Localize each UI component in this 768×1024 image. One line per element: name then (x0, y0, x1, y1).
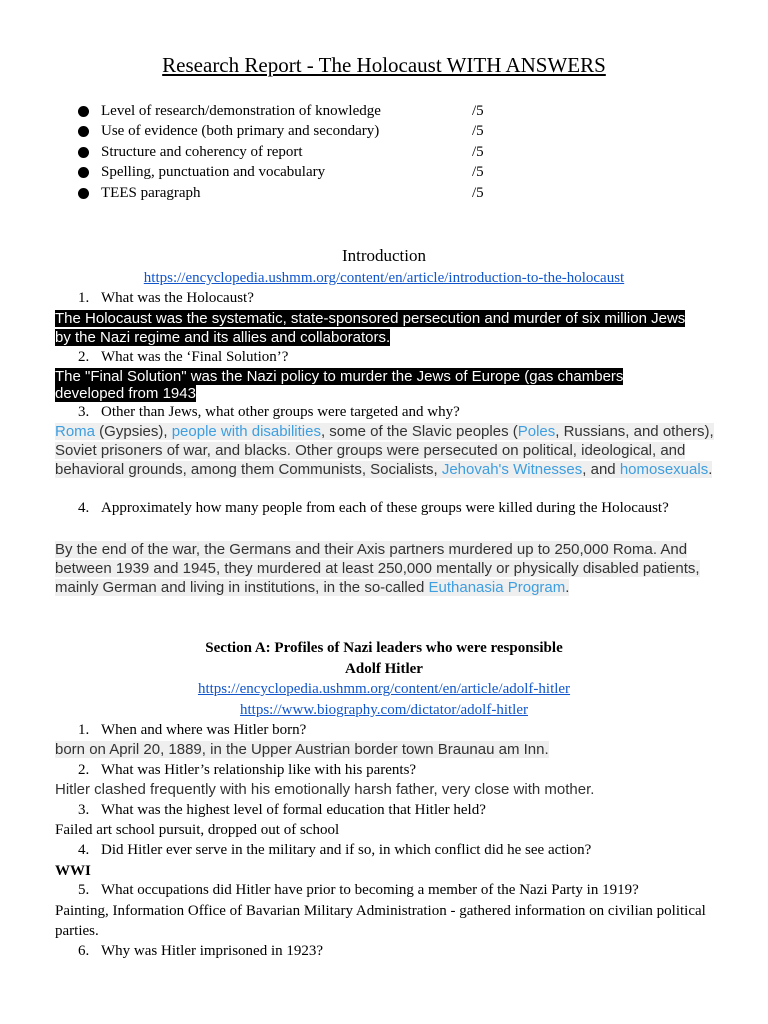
link-poles[interactable]: Poles (517, 423, 556, 440)
rubric-score: /5 (472, 164, 484, 180)
link-homosexuals[interactable]: homosexuals (619, 461, 709, 478)
answer-text: . (565, 579, 570, 596)
question-text: Did Hitler ever serve in the military and if so, in which conflict did he see action? (101, 842, 592, 858)
answer-military: WWI (55, 863, 91, 879)
bullet-icon (78, 126, 89, 137)
question-number: 4. (78, 500, 90, 516)
answer-text: . (708, 461, 713, 478)
question-text: What was the ‘Final Solution’? (101, 349, 289, 365)
rubric-score: /5 (472, 185, 484, 201)
rubric-score: /5 (472, 123, 484, 139)
question-text: Other than Jews, what other groups were targeted and why? (101, 404, 460, 420)
answer-education: Failed art school pursuit, dropped out of school (55, 822, 340, 838)
bullet-icon (78, 188, 89, 199)
question-number: 1. (78, 722, 90, 738)
intro-source-link[interactable]: https://encyclopedia.ushmm.org/content/en/article/introduction-to-the-holocaust (143, 270, 625, 286)
answer-text: born on April 20, 1889, in the Upper Austrian border town Braunau am Inn. (55, 741, 549, 758)
answer-victims (55, 540, 720, 597)
link-euthanasia-program[interactable]: Euthanasia Program (428, 579, 566, 596)
document-title: Research Report - The Holocaust WITH ANSWERS (162, 53, 606, 77)
link-roma[interactable]: Roma (55, 423, 96, 440)
rubric-score: /5 (472, 144, 484, 160)
rubric-label: TEES paragraph (101, 185, 201, 201)
hitler-source-link-2[interactable]: https://www.biography.com/dictator/adolf-hitler (240, 702, 528, 718)
answer-birth (55, 740, 720, 759)
section-a-heading: Section A: Profiles of Nazi leaders who were responsible (205, 640, 563, 656)
question-number: 2. (78, 349, 90, 365)
question-text: What occupations did Hitler have prior to becoming a member of the Nazi Party in 1919? (101, 882, 639, 898)
question-text: When and where was Hitler born? (101, 722, 307, 738)
answer-text: , and (582, 461, 620, 478)
bullet-icon (78, 167, 89, 178)
answer-targeted-groups (55, 422, 720, 479)
question-text: Why was Hitler imprisoned in 1923? (101, 943, 324, 959)
link-jehovahs-witnesses[interactable]: Jehovah's Witnesses (441, 461, 583, 478)
rubric-label: Spelling, punctuation and vocabulary (101, 164, 326, 180)
question-number: 1. (78, 290, 90, 306)
answer-occupations: Painting, Information Office of Bavarian Military Administration - gathered information on civilian political parties. (55, 903, 706, 939)
rubric-score: /5 (472, 103, 484, 119)
question-number: 4. (78, 842, 90, 858)
question-text: Approximately how many people from each of these groups were killed during the Holocaust? (101, 500, 669, 516)
question-number: 2. (78, 762, 90, 778)
question-text: What was the highest level of formal education that Hitler held? (101, 802, 486, 818)
answer-text: , Russians, and others), Soviet prisoners of war, and blacks. Other groups were persecuted on political, ideological, and behavioral grounds, among them Communists, Socialists, (55, 423, 714, 478)
rubric-label: Level of research/demonstration of knowledge (101, 103, 381, 119)
question-text: What was Hitler’s relationship like with his parents? (101, 762, 417, 778)
question-number: 3. (78, 802, 90, 818)
answer-line: The Holocaust was the systematic, state-sponsored persecution and murder of six million Jews (55, 310, 686, 327)
hitler-source-link-1[interactable]: https://encyclopedia.ushmm.org/content/en/article/adolf-hitler (197, 681, 571, 697)
question-item (78, 498, 678, 519)
answer-line: by the Nazi regime and its allies and collaborators. (55, 329, 391, 346)
question-text: What was the Holocaust? (101, 290, 254, 306)
question-number: 3. (78, 404, 90, 420)
rubric-label: Structure and coherency of report (101, 144, 303, 160)
answer-line: developed from 1943 (55, 385, 196, 402)
answer-holocaust (55, 309, 715, 347)
answer-text: , some of the Slavic peoples ( (320, 423, 518, 440)
question-number: 6. (78, 943, 90, 959)
answer-final-solution (55, 368, 715, 402)
section-a-subheading: Adolf Hitler (345, 661, 423, 677)
answer-text: (Gypsies), (95, 423, 172, 440)
answer-parents: Hitler clashed frequently with his emotionally harsh father, very close with mother. (55, 781, 595, 798)
bullet-icon (78, 147, 89, 158)
introduction-heading: Introduction (341, 246, 427, 265)
link-disabilities[interactable]: people with disabilities (171, 423, 321, 440)
question-number: 5. (78, 882, 90, 898)
answer-line: The "Final Solution" was the Nazi policy to murder the Jews of Europe (gas chambers (55, 368, 624, 385)
answer-text: By the end of the war, the Germans and their Axis partners murdered up to 250,000 Roma. And between 1939 and 1945, they murdered at least 250,000 mentally or physically disabled patients, mainly German and living in institutions, in the so-called (55, 541, 700, 596)
bullet-icon (78, 106, 89, 117)
rubric-label: Use of evidence (both primary and secondary) (101, 123, 380, 139)
